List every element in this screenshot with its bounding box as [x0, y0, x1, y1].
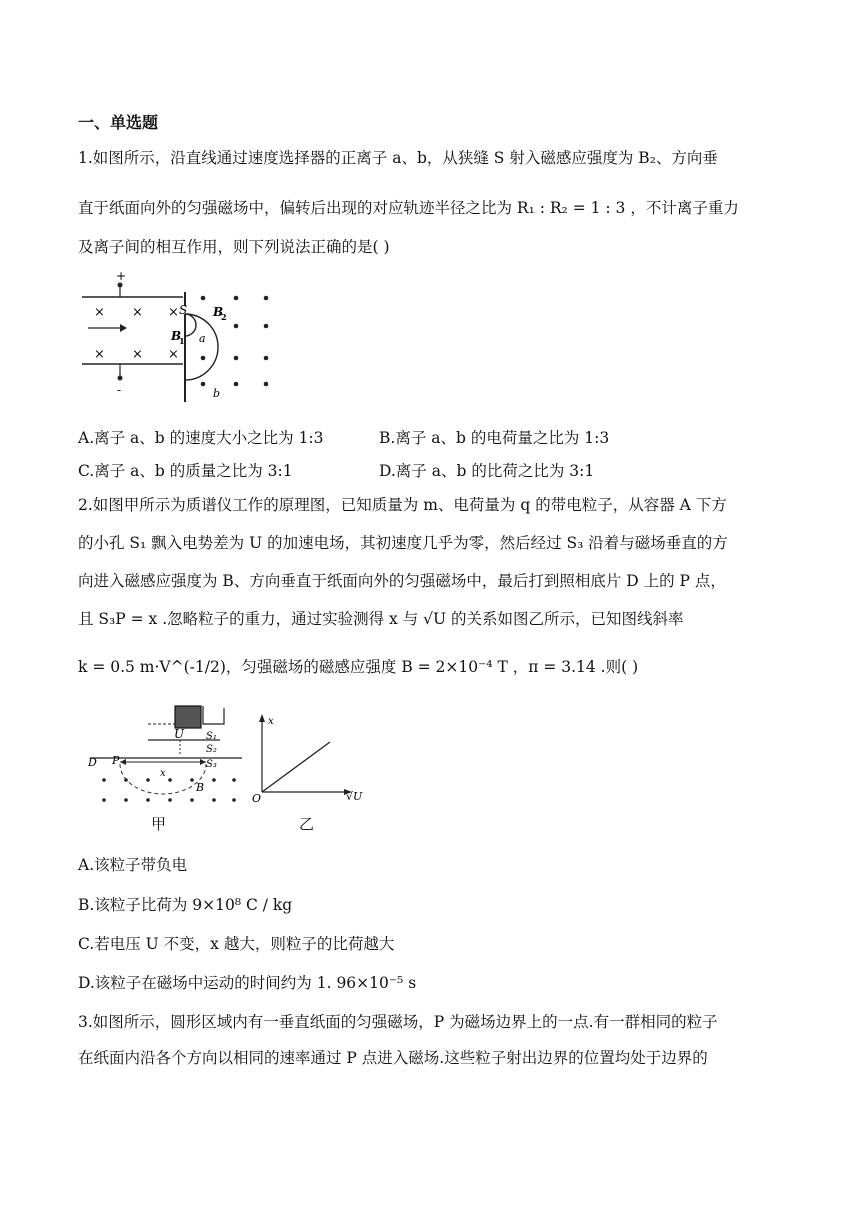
svg-text:P: P	[112, 754, 120, 767]
svg-text:S₃: S₃	[206, 759, 217, 770]
q1-line-1: 1.如图所示，沿直线通过速度选择器的正离子 a、b，从狭缝 S 射入磁感应强度为 B₂、方向垂	[78, 149, 718, 167]
svg-text:B: B	[196, 781, 205, 794]
q3-line-1: 3.如图所示，圆形区域内有一垂直纸面的匀强磁场，P 为磁场边界上的一点.有一群相同的粒子	[78, 1013, 718, 1031]
svg-text:×: ×	[132, 347, 143, 362]
svg-text:B: B	[213, 305, 224, 319]
q2-option-b: B.该粒子比荷为 9×10⁸ C / kg	[78, 896, 293, 914]
q2-line-4: 且 S₃P = x .忽略粒子的重力，通过实验测得 x 与 √U 的关系如图乙所示，已知图线斜率	[78, 610, 684, 628]
q2-option-d: D.该粒子在磁场中运动的时间约为 1. 96×10⁻⁵ s	[78, 974, 417, 992]
svg-text:1: 1	[179, 336, 185, 346]
q1-option-b: B.离子 a、b 的电荷量之比为 1:3	[379, 429, 610, 447]
svg-text:x: x	[160, 768, 166, 779]
figure-yi-caption: 乙	[299, 815, 315, 833]
plus-sign: +	[116, 270, 127, 283]
svg-text:×: ×	[94, 305, 105, 320]
svg-text:×: ×	[94, 347, 105, 362]
svg-text:a: a	[199, 332, 206, 345]
section-heading: 一、单选题	[78, 113, 159, 132]
svg-text:×: ×	[168, 305, 179, 320]
q2-line-3: 向进入磁感应强度为 B、方向垂直于纸面向外的匀强磁场中，最后打到照相底片 D 上的 P 点，	[78, 572, 726, 590]
q2-x-vs-sqrtU-graph	[250, 712, 370, 802]
q3-line-2: 在纸面内沿各个方向以相同的速率通过 P 点进入磁场.这些粒子射出边界的位置均处于边界的	[78, 1049, 708, 1067]
slit-label: S	[179, 303, 188, 317]
q1-option-c: C.离子 a、b 的质量之比为 3:1	[78, 462, 293, 480]
svg-text:S₁: S₁	[206, 731, 217, 742]
svg-text:×: ×	[168, 347, 179, 362]
q1-line-2: 直于纸面向外的匀强磁场中，偏转后出现的对应轨迹半径之比为 R₁ : R₂ = 1 : 3 ，不计离子重力	[78, 199, 739, 217]
figure-jia-caption: 甲	[151, 815, 167, 833]
q2-option-a: A.该粒子带负电	[78, 856, 188, 874]
svg-text:U: U	[174, 727, 185, 741]
q2-mass-spectrometer-figure	[84, 700, 244, 808]
svg-text:√U: √U	[346, 790, 363, 802]
q2-line-5: k = 0.5 m·V^(-1/2)，匀强磁场的磁感应强度 B = 2×10⁻⁴ T ，π = 3.14 .则( )	[78, 658, 639, 676]
svg-text:2: 2	[221, 312, 227, 322]
svg-text:B: B	[171, 329, 182, 343]
svg-text:O: O	[252, 792, 262, 802]
svg-text:×: ×	[132, 305, 143, 320]
svg-text:D: D	[88, 756, 97, 769]
q1-option-d: D.离子 a、b 的比荷之比为 3:1	[379, 462, 595, 480]
q1-option-a: A.离子 a、b 的速度大小之比为 1:3	[78, 429, 324, 447]
q2-option-c: C.若电压 U 不变，x 越大，则粒子的比荷越大	[78, 935, 395, 953]
svg-text:x: x	[268, 716, 274, 727]
minus-sign: -	[117, 383, 122, 397]
svg-text:b: b	[213, 387, 221, 400]
q1-line-3: 及离子间的相互作用，则下列说法正确的是( )	[78, 238, 390, 256]
q2-line-1: 2.如图甲所示为质谱仪工作的原理图，已知质量为 m、电荷量为 q 的带电粒子，从容器 A 下方	[78, 496, 727, 514]
q1-velocity-selector-figure	[80, 270, 290, 410]
q2-line-2: 的小孔 S₁ 飘入电势差为 U 的加速电场，其初速度几乎为零，然后经过 S₃ 沿着与磁场垂直的方	[78, 534, 728, 552]
svg-text:S₂: S₂	[206, 744, 217, 755]
